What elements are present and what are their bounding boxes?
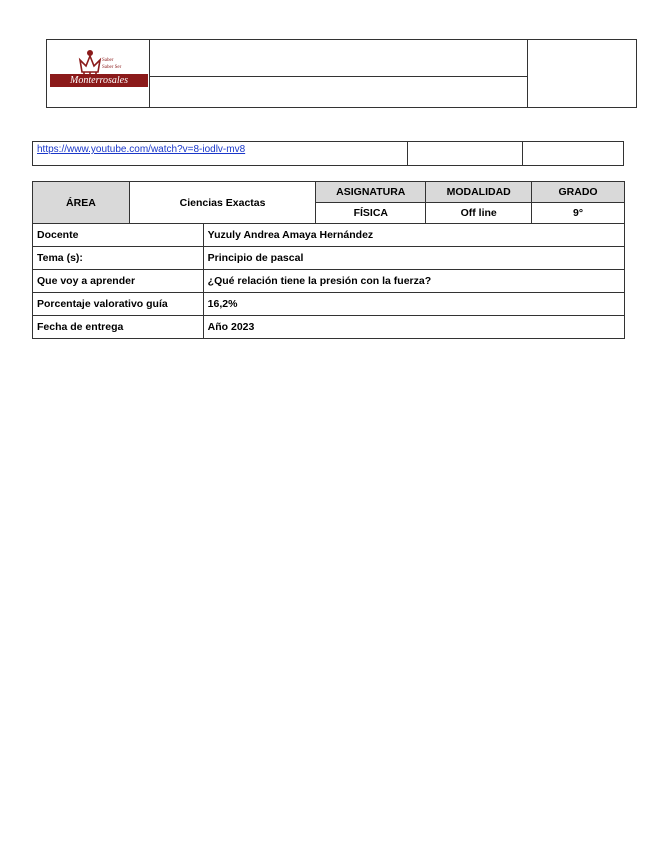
table-row (33, 293, 625, 316)
porcentaje-label: Porcentaje valorativo guía (33, 293, 204, 316)
aprender-value: ¿Qué relación tiene la presión con la fuerza? (203, 270, 624, 293)
logo-cell (46, 39, 150, 108)
logo-text: Monterrosales (70, 75, 128, 86)
link-empty-cell-2 (523, 142, 623, 165)
link-cell (33, 142, 408, 165)
grado-value: 9° (532, 203, 625, 224)
header-right-cell (527, 39, 637, 108)
docente-value: Yuzuly Andrea Amaya Hernández (203, 224, 624, 247)
table-row (33, 224, 625, 247)
info-table (32, 181, 625, 339)
header-subtitle-cell (150, 76, 528, 108)
aprender-label: Que voy a aprender (33, 270, 204, 293)
modalidad-label: MODALIDAD (426, 182, 532, 203)
fecha-label: Fecha de entrega (33, 316, 204, 339)
video-link[interactable]: https://www.youtube.com/watch?v=8-iodlv-mv8 (37, 144, 246, 155)
grado-label: GRADO (532, 182, 625, 203)
area-label: ÁREA (33, 182, 130, 224)
link-row (32, 141, 624, 166)
tema-value: Principio de pascal (203, 247, 624, 270)
tagline-2: Saber Ser (102, 65, 122, 70)
asignatura-value: FÍSICA (316, 203, 426, 224)
logo-banner (50, 74, 148, 87)
tema-label: Tema (s): (33, 247, 204, 270)
tagline-1: Saber (102, 58, 114, 63)
asignatura-label: ASIGNATURA (316, 182, 426, 203)
fecha-value: Año 2023 (203, 316, 624, 339)
table-row (33, 247, 625, 270)
header-title-cell (150, 39, 528, 77)
table-row (33, 316, 625, 339)
modalidad-value: Off line (426, 203, 532, 224)
link-empty-cell-1 (408, 142, 523, 165)
area-value: Ciencias Exactas (129, 182, 316, 224)
porcentaje-value: 16,2% (203, 293, 624, 316)
table-row (33, 270, 625, 293)
docente-label: Docente (33, 224, 204, 247)
